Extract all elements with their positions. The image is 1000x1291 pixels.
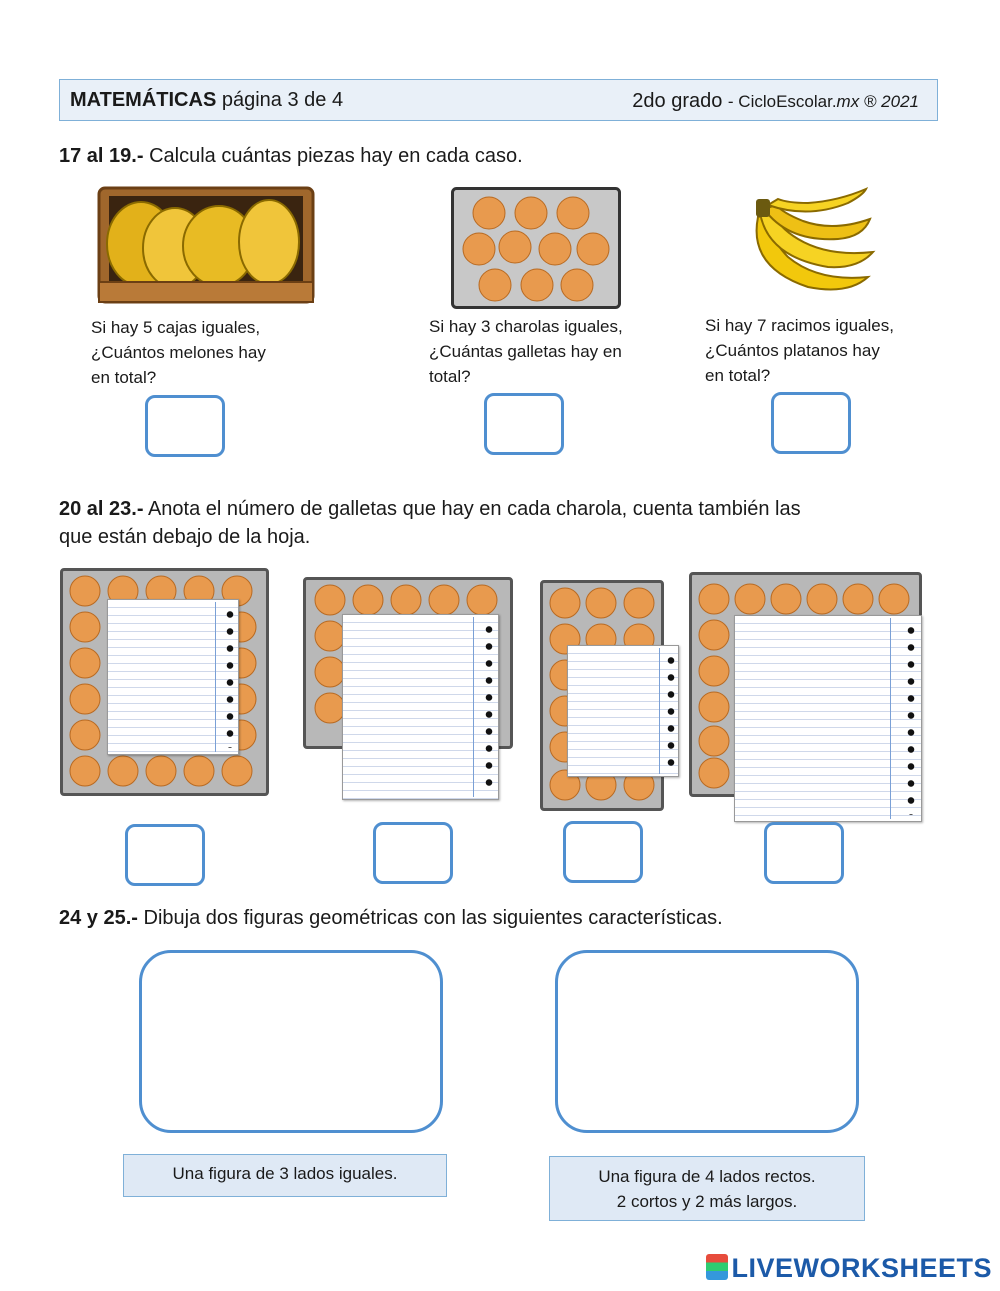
question-number: 20 al 23.- xyxy=(59,498,144,520)
caption-line: ¿Cuántos melones hay xyxy=(91,343,266,362)
liveworksheets-logo xyxy=(706,1253,992,1284)
figure-25-label xyxy=(549,1156,865,1221)
sheet-holes xyxy=(485,621,493,793)
drawing-area-24[interactable] xyxy=(139,950,443,1133)
grade-label: 2do grado xyxy=(632,90,723,112)
question-text: Calcula cuántas piezas hay en cada caso. xyxy=(149,145,523,167)
answer-22-input[interactable] xyxy=(563,821,643,883)
answer-21-input[interactable] xyxy=(373,822,453,884)
question-17-19 xyxy=(59,142,523,170)
caption-melons xyxy=(91,315,266,390)
cookie-tray-1 xyxy=(60,568,269,796)
notebook-sheet xyxy=(567,645,679,777)
caption-line: Si hay 3 charolas iguales, xyxy=(429,317,623,336)
drawing-area-25[interactable] xyxy=(555,950,859,1133)
page-header xyxy=(59,79,938,121)
site-prefix: - CicloEscolar. xyxy=(727,92,837,111)
sheet-margin xyxy=(890,618,891,819)
caption-line: ¿Cuántas galletas hay en xyxy=(429,342,622,361)
question-text: Anota el número de galletas que hay en cada charola, cuenta también las xyxy=(147,498,801,520)
caption-line: en total? xyxy=(705,366,771,385)
question-number: 17 al 19.- xyxy=(59,145,144,167)
caption-line: Si hay 5 cajas iguales, xyxy=(91,318,261,337)
sheet-margin xyxy=(215,602,216,752)
question-text-cont: que están debajo de la hoja. xyxy=(59,526,311,548)
banana-bunch-icon xyxy=(738,187,878,297)
notebook-sheet xyxy=(107,599,239,755)
melon-box-icon xyxy=(97,186,315,304)
caption-bananas xyxy=(705,313,894,388)
cookie-tray-icon xyxy=(451,187,621,309)
label-text: Una figura de 3 lados iguales. xyxy=(172,1164,398,1183)
sheet-holes xyxy=(907,622,915,815)
notebook-sheet xyxy=(342,614,499,800)
subject-title: MATEMÁTICAS xyxy=(70,89,217,111)
answer-17-input[interactable] xyxy=(145,395,225,457)
caption-line: en total? xyxy=(91,368,157,387)
sheet-holes xyxy=(667,652,675,770)
label-text: 2 cortos y 2 más largos. xyxy=(616,1192,798,1211)
answer-18-input[interactable] xyxy=(484,393,564,455)
header-right xyxy=(632,90,919,113)
answer-19-input[interactable] xyxy=(771,392,851,454)
liveworksheets-logo-icon xyxy=(706,1254,728,1280)
sheet-margin xyxy=(659,648,660,774)
caption-line: total? xyxy=(429,367,471,386)
site-suffix: mx ® 2021 xyxy=(836,92,919,111)
question-number: 24 y 25.- xyxy=(59,907,138,929)
question-20-23 xyxy=(59,495,801,551)
answer-20-input[interactable] xyxy=(125,824,205,886)
figure-24-label xyxy=(123,1154,447,1197)
label-text: Una figura de 4 lados rectos. xyxy=(598,1167,816,1186)
question-line xyxy=(59,495,801,523)
page-indicator: página 3 de 4 xyxy=(221,89,344,111)
caption-cookies xyxy=(429,314,623,389)
question-24-25 xyxy=(59,904,723,932)
sheet-margin xyxy=(473,617,474,797)
question-text: Dibuja dos figuras geométricas con las siguientes características. xyxy=(143,907,723,929)
header-left xyxy=(70,89,343,112)
notebook-sheet xyxy=(734,615,922,822)
caption-line: Si hay 7 racimos iguales, xyxy=(705,316,894,335)
brand-text: LIVEWORKSHEETS xyxy=(731,1253,992,1283)
caption-line: ¿Cuántos platanos hay xyxy=(705,341,880,360)
answer-23-input[interactable] xyxy=(764,822,844,884)
sheet-holes xyxy=(226,606,234,748)
